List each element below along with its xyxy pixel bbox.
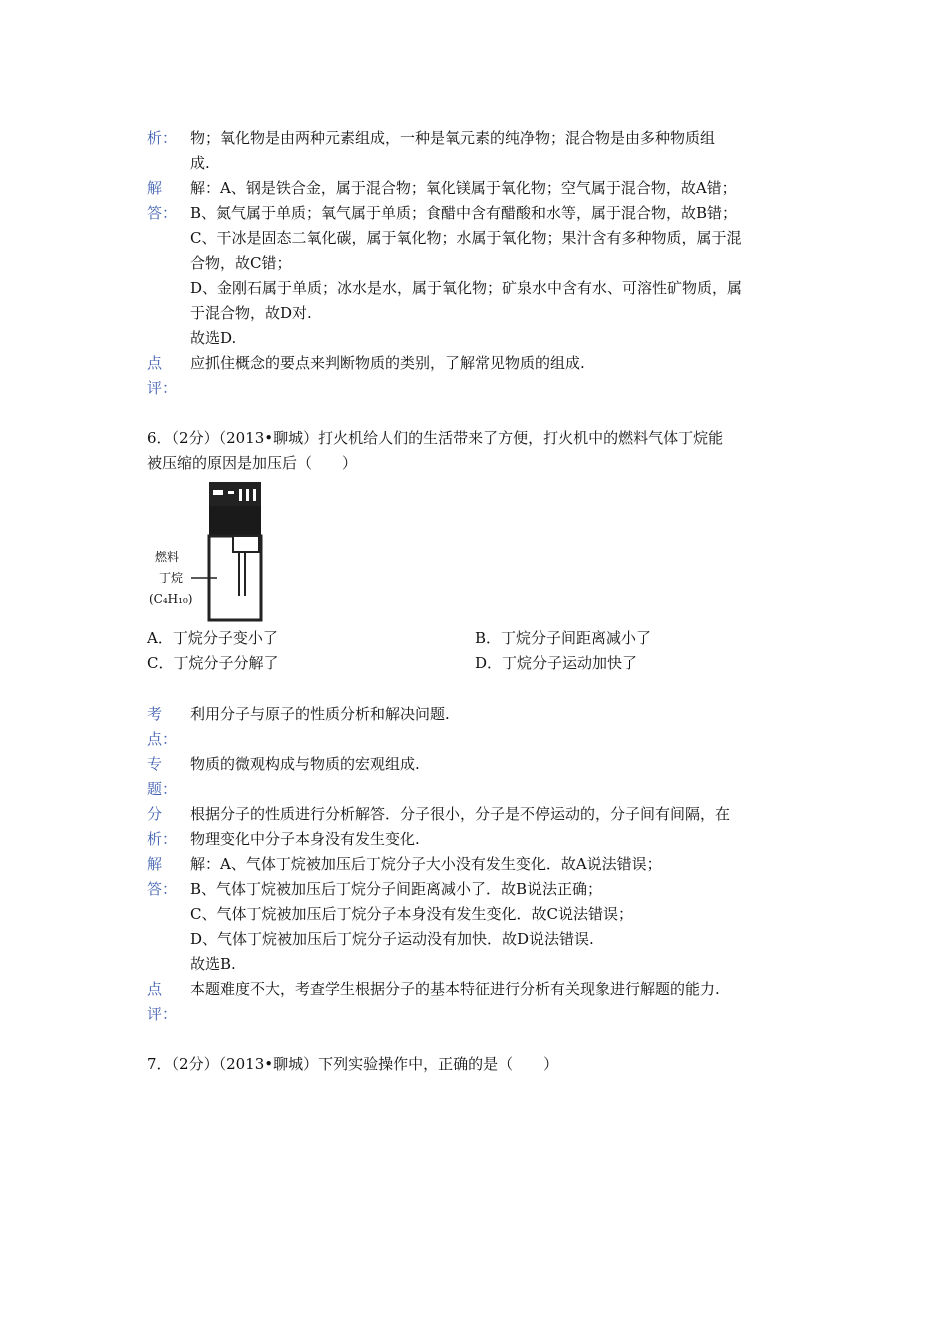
figure-label-fuel: 燃料 (155, 550, 180, 564)
fenxi-line: 根据分子的性质进行分析解答．分子很小，分子是不停运动的，分子间有间隔，在 (190, 805, 731, 823)
dianping-text: 应抓住概念的要点来判断物质的类别，了解常见物质的组成. (190, 354, 585, 372)
jieda-line: 于混合物，故D对. (190, 304, 312, 322)
q6-stem-line: 6．（2分）（2013•聊城）打火机给人们的生活带来了方便，打火机中的燃料气体丁烷能 (147, 429, 724, 447)
dianping-text: 本题难度不大，考查学生根据分子的基本特征进行分析有关现象进行解题的能力. (190, 980, 720, 998)
lighter-figure (147, 478, 277, 623)
jieda-line: B、气体丁烷被加压后丁烷分子间距离减小了．故B说法正确； (190, 880, 603, 898)
q6-stem (147, 426, 807, 476)
option-d: D．丁烷分子运动加快了 (475, 654, 638, 672)
jieda-line: C、气体丁烷被加压后丁烷分子本身没有发生变化．故C说法错误； (190, 905, 633, 923)
option-b: B．丁烷分子间距离减小了 (475, 629, 652, 647)
option-c: C．丁烷分子分解了 (147, 654, 279, 672)
jieda-label: 解 答： (147, 179, 178, 222)
fenxi-line: 物理变化中分子本身没有发生变化. (190, 830, 420, 848)
jieda-line: C、干冰是固态二氧化碳，属于氧化物；水属于氧化物；果汁含有多种物质，属于混 (190, 229, 742, 247)
fenxi-label: 分 析： (147, 805, 178, 848)
figure-label-butane: 丁烷 (159, 571, 184, 585)
zhuanti-text: 物质的微观构成与物质的宏观组成. (190, 755, 420, 773)
jieda-line: D、金刚石属于单质；冰水是水，属于氧化物；矿泉水中含有水、可溶性矿物质，属 (190, 279, 743, 297)
figure-label-formula: (C₄H₁₀) (149, 592, 193, 606)
zhuanti-label: 专 题： (147, 755, 178, 798)
q6-stem-line: 被压缩的原因是加压后（ ） (147, 454, 358, 472)
jieda-line: D、气体丁烷被加压后丁烷分子运动没有加快．故D说法错误. (190, 930, 594, 948)
jieda-line: 解：A、钢是铁合金，属于混合物；氧化镁属于氧化物；空气属于混合物，故A错； (190, 179, 737, 197)
q7-stem: 7．（2分）（2013•聊城）下列实验操作中，正确的是（ ） (147, 1055, 559, 1073)
kaodian-label: 考 点： (147, 705, 178, 748)
dianping-label: 点 评： (147, 354, 178, 397)
option-a: A．丁烷分子变小了 (147, 629, 278, 647)
jieda-label: 解 答： (147, 855, 178, 898)
jieda-line: B、氮气属于单质；氧气属于单质；食醋中含有醋酸和水等，属于混合物，故B错； (190, 204, 738, 222)
jieda-line: 故选D. (190, 329, 237, 347)
fenxi-label: 析： (147, 129, 178, 147)
jieda-line: 合物，故C错； (190, 254, 292, 272)
kaodian-text: 利用分子与原子的性质分析和解决问题. (190, 705, 450, 723)
fenxi-line: 成. (190, 154, 210, 172)
jieda-line: 故选B. (190, 955, 236, 973)
fenxi-line: 物；氧化物是由两种元素组成，一种是氧元素的纯净物；混合物是由多种物质组 (190, 129, 716, 147)
dianping-label: 点 评： (147, 980, 178, 1023)
jieda-line: 解：A、气体丁烷被加压后丁烷分子大小没有发生变化．故A说法错误； (190, 855, 662, 873)
